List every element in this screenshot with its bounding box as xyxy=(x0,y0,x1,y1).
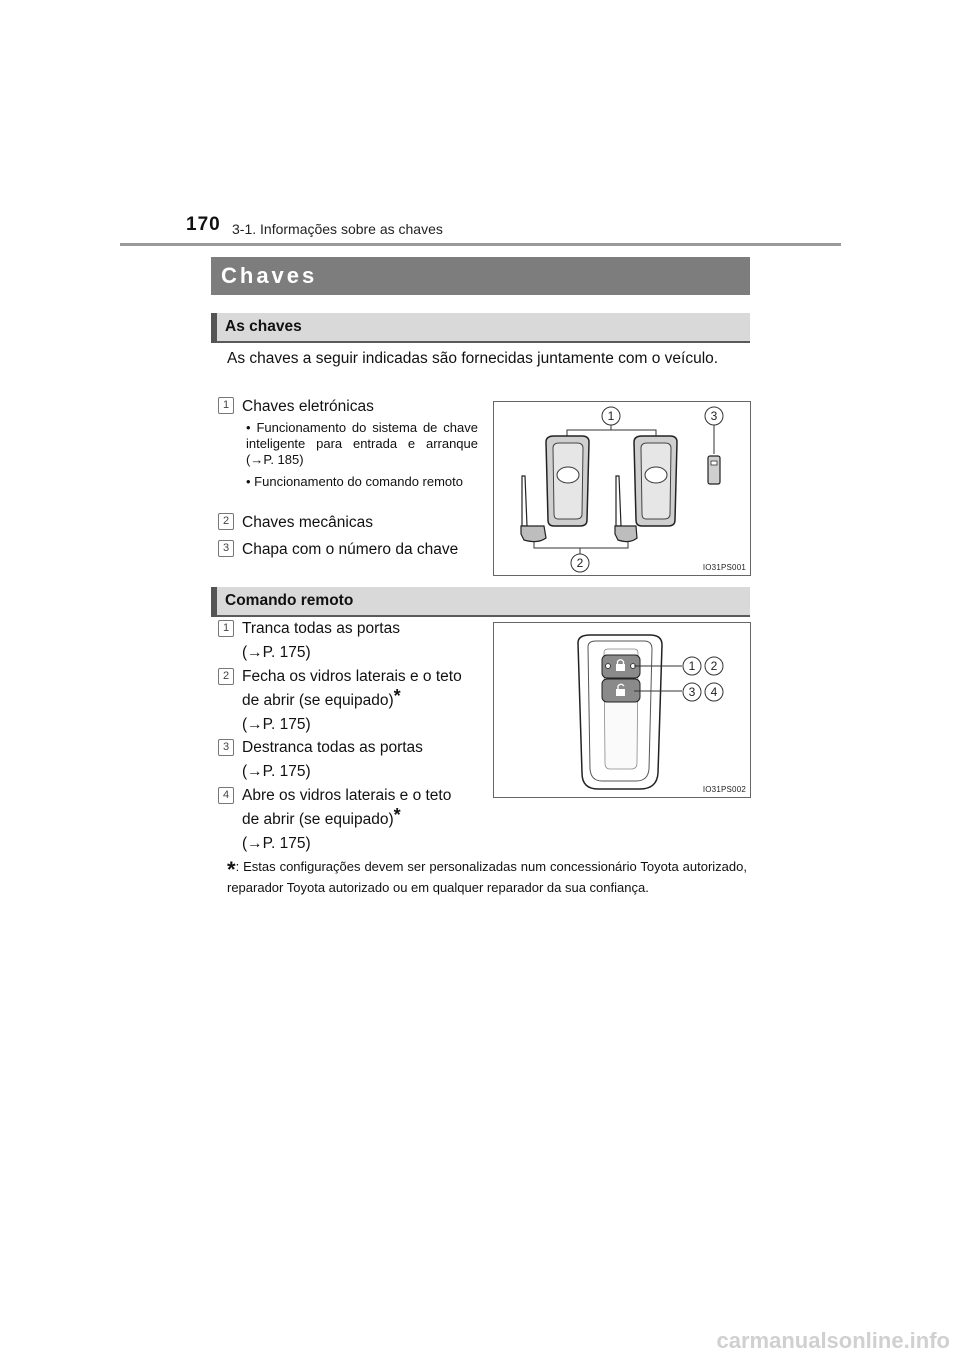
bullet-smart-key-system xyxy=(246,420,478,468)
footnote-marker-2: * xyxy=(393,805,401,825)
section-breadcrumb: 3-1. Informações sobre as chaves xyxy=(232,221,443,237)
item-number-1: 1 xyxy=(218,397,234,414)
remote-item-open-line2-wrap xyxy=(242,805,451,832)
item-label-electronic-keys: Chaves eletrónicas xyxy=(242,398,374,415)
item-label-key-number-plate: Chapa com o número da chave xyxy=(242,541,459,558)
remote-fob-icon xyxy=(578,635,662,789)
item-label-mechanical-keys: Chaves mecânicas xyxy=(242,514,373,531)
remote-item-unlock xyxy=(242,736,423,784)
mechanical-key-2-icon xyxy=(615,476,637,542)
remote-item-lock-text: Tranca todas as portas xyxy=(242,620,400,637)
electronic-key-2-icon xyxy=(634,436,677,526)
remote-item-lock xyxy=(242,617,400,665)
remote-item-unlock-ref: (→P. 175) xyxy=(242,763,311,780)
electronic-key-1-icon xyxy=(546,436,589,526)
footnote-star: * xyxy=(227,857,236,882)
footnote-marker-1: * xyxy=(393,686,401,706)
remote-item-lock-ref: (→P. 175) xyxy=(242,644,311,661)
item-number-2: 2 xyxy=(218,513,234,530)
section-heading-keys-label: As chaves xyxy=(225,318,302,335)
svg-text:2: 2 xyxy=(710,659,718,673)
item-number-3: 3 xyxy=(218,540,234,557)
remote-callout-4 xyxy=(705,683,723,701)
remote-item-number-1: 1 xyxy=(218,620,234,637)
figure-keys xyxy=(493,401,751,576)
callout-2 xyxy=(571,554,589,572)
callout-3 xyxy=(705,407,723,425)
svg-text:3: 3 xyxy=(688,685,696,699)
figure-remote xyxy=(493,622,751,798)
svg-text:1: 1 xyxy=(607,409,615,423)
remote-item-open-line2: de abrir (se equipado) xyxy=(242,811,394,828)
bullet-smart-key-text: • Funcionamento do sistema de chave inteligente para entrada e arranque (→P. 185) xyxy=(246,420,478,467)
key-number-plate-icon xyxy=(708,424,720,484)
footnote xyxy=(227,858,747,897)
section-heading-keys xyxy=(211,313,750,343)
keys-illustration xyxy=(494,402,750,575)
svg-text:4: 4 xyxy=(710,685,718,699)
remote-callout-3 xyxy=(683,683,701,701)
mechanical-key-1-icon xyxy=(521,476,546,542)
remote-item-close-line1: Fecha os vidros laterais e o teto xyxy=(242,668,462,685)
svg-text:2: 2 xyxy=(576,556,584,570)
remote-item-close-ref: (→P. 175) xyxy=(242,716,311,733)
remote-item-number-3: 3 xyxy=(218,739,234,756)
remote-callout-2 xyxy=(705,657,723,675)
bullet-remote-text: • Funcionamento do comando remoto xyxy=(246,474,464,489)
svg-text:1: 1 xyxy=(688,659,696,673)
section-heading-remote-label: Comando remoto xyxy=(225,592,354,609)
header-divider xyxy=(120,243,841,246)
page-number: 170 xyxy=(186,214,221,235)
page-title-bar xyxy=(211,257,750,295)
remote-illustration xyxy=(494,623,750,797)
remote-item-close-line2-wrap xyxy=(242,686,462,713)
figure-id-keys: IO31PS001 xyxy=(702,563,746,572)
remote-item-close-line2: de abrir (se equipado) xyxy=(242,692,394,709)
keys-intro: As chaves a seguir indicadas são fornecidas juntamente com o veículo. xyxy=(227,350,719,367)
callout-1 xyxy=(602,407,620,425)
site-watermark: carmanualsonline.info xyxy=(716,1328,950,1353)
remote-item-unlock-text: Destranca todas as portas xyxy=(242,739,423,756)
bullet-remote-control xyxy=(246,474,478,490)
remote-item-open-line1: Abre os vidros laterais e o teto xyxy=(242,787,452,804)
remote-item-number-2: 2 xyxy=(218,668,234,685)
figure-id-remote: IO31PS002 xyxy=(702,785,746,794)
page-title: Chaves xyxy=(221,263,318,288)
svg-text:3: 3 xyxy=(710,409,718,423)
indicator-light-left-icon xyxy=(606,664,611,669)
section-heading-remote xyxy=(211,587,750,617)
remote-callout-1 xyxy=(683,657,701,675)
footnote-text: : Estas configurações devem ser personalizadas num concessionário Toyota autorizado, reparador Toyota autorizado ou em qualquer reparador da sua confiança. xyxy=(227,859,747,895)
remote-item-number-4: 4 xyxy=(218,787,234,804)
remote-item-open-ref: (→P. 175) xyxy=(242,835,311,852)
remote-item-open-windows xyxy=(242,784,451,856)
remote-item-close-windows xyxy=(242,665,462,737)
